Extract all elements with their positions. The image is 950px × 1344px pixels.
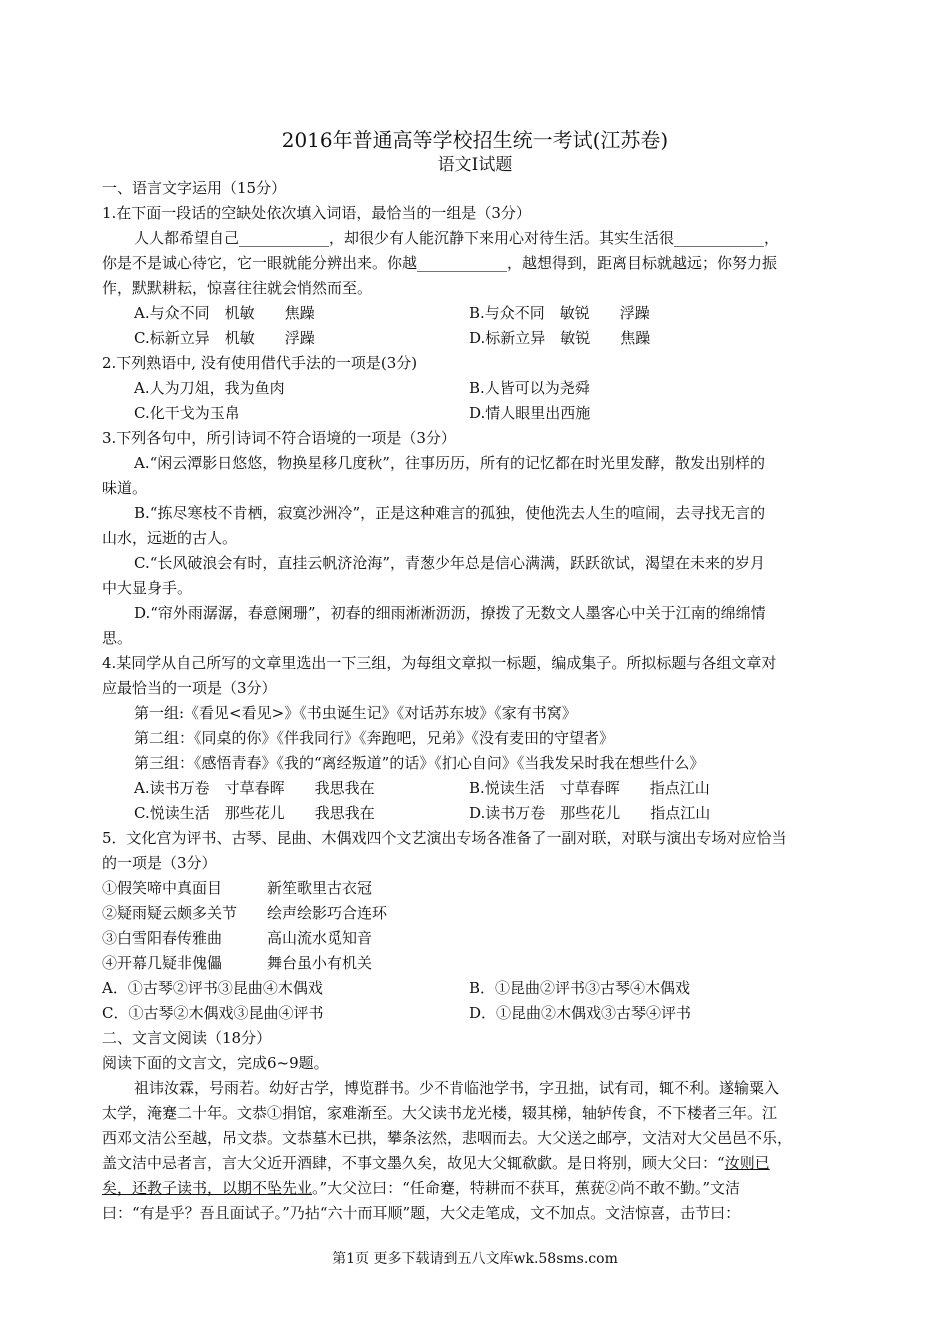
q2-option-a: A.人为刀俎，我为鱼肉 — [134, 379, 285, 397]
q2-stem: 2.下列熟语中, 没有使用借代手法的一项是(3分) — [102, 354, 418, 372]
underlined-sentence-part2: 矣，还教子读书，以期不坠先业 — [102, 1179, 313, 1197]
q3-option-c-line2: 中大显身手。 — [102, 579, 193, 597]
q1-option-a: A.与众不同 机敏 焦躁 — [134, 304, 315, 322]
q5-couplet-3: ③白雪阳春传雅曲 高山流水觅知音 — [102, 929, 373, 947]
q3-option-b-line2: 山水，远逝的古人。 — [102, 529, 238, 547]
q1-option-d: D.标新立异 敏锐 焦躁 — [469, 329, 651, 347]
q5-couplet-4: ④开幕几疑非傀儡 舞台虽小有机关 — [102, 954, 373, 972]
section1-heading: 一、语言文字运用（15分） — [102, 179, 287, 197]
q4-option-c: C.悦读生活 那些花儿 我思我在 — [134, 804, 375, 822]
q2-option-c: C.化干戈为玉帛 — [134, 404, 240, 422]
q3-option-a-line1: A.“闲云潭影日悠悠，物换星移几度秋”，往事历历，所有的记忆都在时光里发酵，散发出别样的 — [134, 454, 765, 472]
q2-option-b: B.人皆可以为尧舜 — [469, 379, 590, 397]
q4-group3: 第三组：《感悟青春》《我的“离经叛道”的话》《扪心自问》《当我发呆时我在想些什么》 — [134, 754, 705, 772]
classical-text-line5-plain: 。”大父泣曰：“任命蹇，特耕而不获耳，蕉莸②尚不敢不勤。”文洁 — [312, 1179, 741, 1197]
classical-text-line4-plain: 盖文洁中忌者言，言大父近开酒肆，不事文墨久矣，故见大父辄欷歔。是日将别，顾大父曰：“ — [102, 1154, 725, 1172]
q3-option-c-line1: C.“长风破浪会有时，直挂云帆济沧海”，青葱少年总是信心满满，跃跃欲试，渴望在未来的岁月 — [134, 554, 766, 572]
exam-subtitle: 语文Ⅰ试题 — [437, 155, 513, 175]
q5-stem-line2: 的一项是（3分） — [102, 854, 217, 872]
q1-option-c: C.标新立异 机敏 浮躁 — [134, 329, 315, 347]
q4-group1: 第一组:《看见<看见>》《书虫诞生记》《对话苏东坡》《家有书窝》 — [134, 704, 577, 722]
q4-option-a: A.读书万卷 寸草春晖 我思我在 — [134, 779, 375, 797]
q5-option-c: C．①古琴②木偶戏③昆曲④评书 — [102, 1004, 324, 1022]
q5-couplet-1: ①假笑啼中真面目 新笙歌里古衣冠 — [102, 879, 373, 897]
q1-passage-line2: 你是不是诚心待它，它一眼就能分辨出来。你越____________，越想得到，距离目标就越远；你努力振 — [102, 254, 778, 272]
page-footer: 第1页 更多下载请到五八文库wk.58sms.com — [332, 1251, 618, 1267]
q4-group2: 第二组：《同桌的你》《伴我同行》《奔跑吧，兄弟》《没有麦田的守望者》 — [134, 729, 615, 747]
q3-option-b-line1: B.“拣尽寒枝不肯栖，寂寞沙洲冷”，正是这种难言的孤独，使他洗去人生的喧闹，去寻找无言的 — [134, 504, 766, 522]
classical-text-line3: 西邓文洁公至越，吊文恭。文恭墓木已拱，攀条泫然，悲咽而去。大父送之邮亭，文洁对大父邑邑不乐， — [102, 1129, 793, 1147]
section2-intro: 阅读下面的文言文，完成6~9题。 — [102, 1054, 329, 1072]
q5-couplet-2: ②疑雨疑云颇多关节 绘声绘影巧合连环 — [102, 904, 388, 922]
section2-heading: 二、文言文阅读（18分） — [102, 1029, 272, 1047]
q4-stem-line2: 应最恰当的一项是（3分） — [102, 679, 277, 697]
underlined-sentence-part1: 汝则已 — [724, 1154, 770, 1172]
q1-option-b: B.与众不同 敏锐 浮躁 — [469, 304, 650, 322]
classical-text-line4 — [102, 1153, 770, 1173]
q1-passage-line1: 人人都希望自己____________，却很少有人能沉静下来用心对待生活。其实生活很____________， — [134, 229, 780, 247]
q4-stem-line1: 4.某同学从自己所写的文章里选出一下三组，为每组文章拟一标题，编成集子。所拟标题与各组文章对 — [102, 654, 777, 672]
exam-title: 2016年普通高等学校招生统一考试(江苏卷) — [281, 128, 669, 152]
q3-stem: 3.下列各句中，所引诗词不符合语境的一项是（3分） — [102, 429, 456, 447]
q2-option-d: D.情人眼里出西施 — [469, 404, 591, 422]
classical-text-line6: 曰：“有是乎？吾且面试子。”乃拈“六十而耳顺”题，大父走笔成，文不加点。文洁惊喜，击节曰： — [102, 1204, 741, 1222]
q3-option-a-line2: 味道。 — [102, 479, 148, 497]
q5-stem-line1: 5．文化宫为评书、古琴、昆曲、木偶戏四个文艺演出专场各准备了一副对联，对联与演出专场对应恰当 — [102, 829, 787, 847]
q4-option-d: D.读书万卷 那些花儿 指点江山 — [469, 804, 711, 822]
q1-passage-line3: 作，默默耕耘，惊喜往往就会悄然而至。 — [102, 279, 373, 297]
q1-stem: 1.在下面一段话的空缺处依次填入词语，最恰当的一组是（3分） — [102, 204, 531, 222]
classical-text-line2: 太学，淹蹇二十年。文恭①捐馆，家难渐至。大父读书龙光楼，辍其梯，轴轳传食，不下楼者三年。江 — [102, 1104, 778, 1122]
q3-option-d-line2: 思。 — [102, 629, 133, 647]
classical-text-line5 — [102, 1178, 740, 1198]
classical-text-line1: 祖讳汝霖，号雨若。幼好古学，博览群书。少不肯临池学书，字丑拙，试有司，辄不利。遂输粟入 — [134, 1079, 780, 1097]
q5-option-b: B．①昆曲②评书③古琴④木偶戏 — [469, 979, 691, 997]
q3-option-d-line1: D.“帘外雨潺潺，春意阑珊”，初春的细雨淅淅沥沥，撩拨了无数文人墨客心中关于江南的绵绵情 — [134, 604, 766, 622]
q5-option-a: A．①古琴②评书③昆曲④木偶戏 — [102, 979, 323, 997]
q4-option-b: B.悦读生活 寸草春晖 指点江山 — [469, 779, 710, 797]
q5-option-d: D．①昆曲②木偶戏③古琴④评书 — [469, 1004, 692, 1022]
